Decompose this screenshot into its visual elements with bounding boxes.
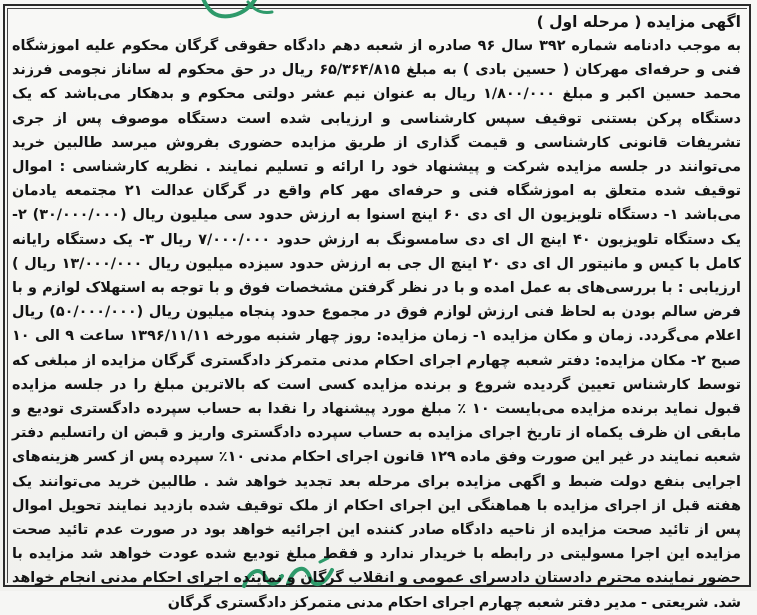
notice-title: اگهی مزایده ( مرحله اول ) (536, 13, 741, 31)
notice-body: به موجب دادنامه شماره ۳۹۲ سال ۹۶ صادره از شعبه دهم دادگاه حقوقی گرگان محکوم علیه اموزشگاه فنی و حرفه‌ای مهرکان ( حسین بادی ) به مبلغ ۶۵/۳۶۴/۸۱۵ ریال در حق محکوم له ساناز نجومی فرزند محمد حسین اکبر و مبلغ ۱/۸۰۰/۰۰۰ ریال به عنوان نیم عشر دولتی محکوم و بدهکار می‌باشد که یک دستگاه پرکن بستنی توقیف سپس کارشناسی و ارزیابی شده است دستگاه موصوف پس از جری تشریفات قانونی کارشناسی و قیمت گذاری از طریق مزایده حضوری بفروش میرسد طالبین خرید می‌توانند در جلسه مزایده شرکت و پیشنهاد خود را ارائه و تسلیم نمایند . نظریه کارشناسی : اموال توقیف شده متعلق به اموزشگاه فنی و حرفه‌ای مهر کام واقع در گرگان عدالت ۲۱ مجتمعه یادمان می‌باشد ۱- دستگاه تلویزیون ال ای دی ۶۰ اینچ اسنوا به ارزش حدود سی میلیون ریال (۳۰/۰۰۰/۰۰۰) ۲- یک دستگاه تلویزیون ۴۰ اینچ ال ای دی سامسونگ به ارزش حدود ۷/۰۰۰/۰۰۰ ریال ۳- یک دستگاه رایانه کامل با کیس و مانیتور ال ای دی ۲۰ اینچ ال جی به ارزش حدود سیزده میلیون ریال ۱۳/۰۰۰/۰۰۰ ریال ) ارزیابی : با بررسی‌های به عمل امده و با در نظر گرفتن مشخصات فوق و با توجه به استهلاک لوازم و با فرض سالم بودن به لحاظ فنی ارزش لوازم فوق در مجموع حدود پنجاه میلیون ریال (۵۰/۰۰۰/۰۰۰) ریال اعلام می‌گردد. زمان و مکان مزایده ۱- زمان مزایده: روز چهار شنبه مورخه ۱۳۹۶/۱۱/۱۱ ساعت ۹ الی ۱۰ صبح ۲- مکان مزایده: دفتر شعبه چهارم اجرای احکام مدنی متمرکز دادگستری گرگان مزایده از مبلغی که توسط کارشناس تعیین گردیده شروع و برنده مزایده کسی است که بالاترین مبلغ را در جلسه مزایده قبول نماید برنده مزایده می‌بایست ۱۰ ‌‌‌‌٪ مبلغ مورد پیشنهاد را نقدا به حساب سپرده دادگستری تودیع و مابقی ان ظرف یکماه از تاریخ اجرای مزایده به حساب سپرده دادگستری واریز و قبض ان راتسلیم دفتر شعبه نمایند در غیر این صورت وفق ماده ۱۲۹ قانون اجرای احکام مدنی ۱۰٪ سپرده پس از کسر هزینه‌های اجرایی بنفع دولت ضبط و اگهی مزایده برای مرحله بعد تجدید خواهد شد . طالبین خرید می‌توانند یک هفته قبل از اجرای مزایده با هماهنگی این اجرای احکام از ملک توقیف شده بازدید نمایند تحویل اموال پس از تائید صحت مزایده از ناحیه دادگاه صادر کننده این اجرائیه خواهد بود در صورت عدم تائید صحت مزایده این اجرا مسولیتی در رابطه با خریدار ندارد و فقط مبلغ تودیع شده عودت خواهد شد مزایده با حضور نماینده محترم دادستان دادسرای عمومی و انقلاب گرگان و نماینده اجرای احکام مدنی انجام خواهد شد. شریعتی - مدیر دفتر شعبه چهارم اجرای احکام مدنی متمرکز دادگستری گرگان (12, 38, 742, 611)
notice-content (10, 10, 745, 611)
